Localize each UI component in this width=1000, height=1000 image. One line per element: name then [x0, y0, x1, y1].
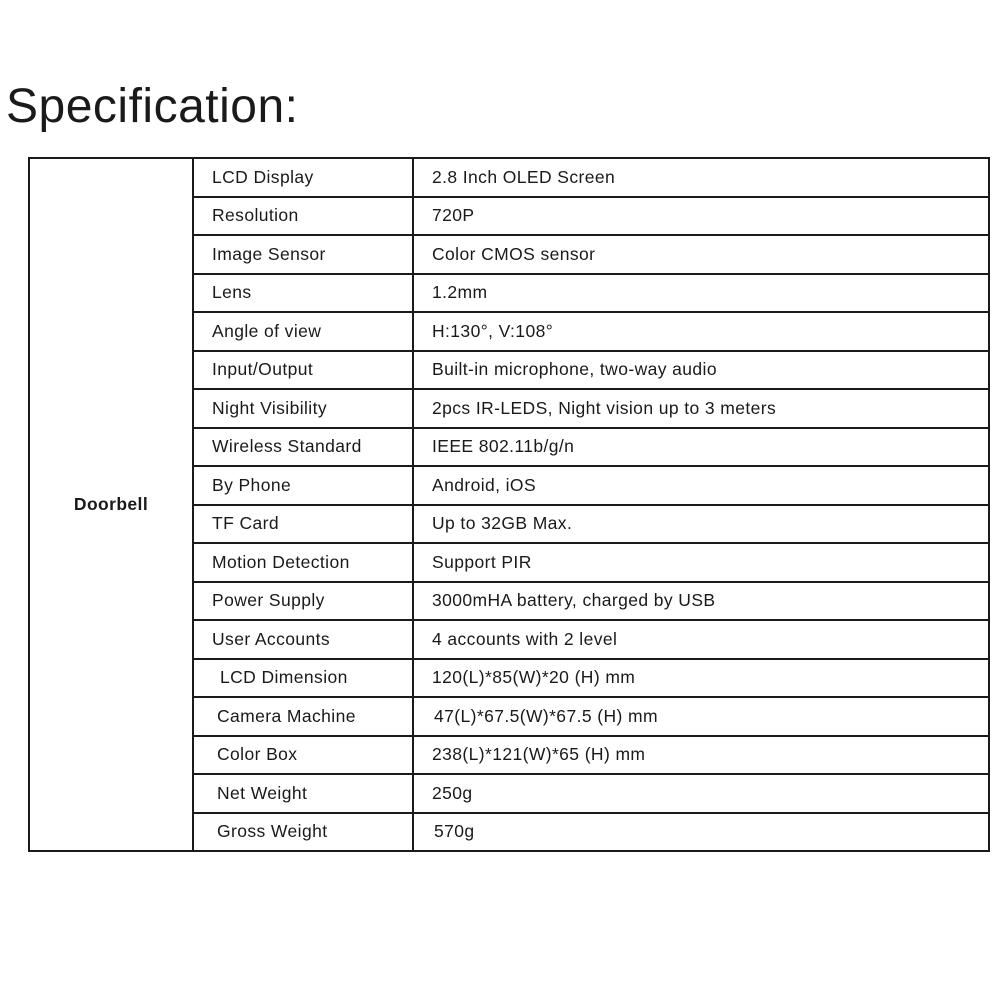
spec-label: Motion Detection [193, 543, 413, 582]
spec-label: Resolution [193, 197, 413, 236]
spec-label: Wireless Standard [193, 428, 413, 467]
category-cell: Doorbell [29, 158, 193, 851]
spec-value: Support PIR [413, 543, 989, 582]
spec-value: 1.2mm [413, 274, 989, 313]
spec-value: 3000mHA battery, charged by USB [413, 582, 989, 621]
table-row [29, 158, 989, 197]
spec-value: 238(L)*121(W)*65 (H) mm [413, 736, 989, 775]
spec-value: Built-in microphone, two-way audio [413, 351, 989, 390]
page-title: Specification: [6, 80, 299, 133]
spec-value: Color CMOS sensor [413, 235, 989, 274]
spec-label: Gross Weight [193, 813, 413, 852]
spec-label: Night Visibility [193, 389, 413, 428]
spec-label: By Phone [193, 466, 413, 505]
spec-value: 4 accounts with 2 level [413, 620, 989, 659]
spec-value: Up to 32GB Max. [413, 505, 989, 544]
spec-value: 570g [413, 813, 989, 852]
spec-label: Lens [193, 274, 413, 313]
spec-value: 47(L)*67.5(W)*67.5 (H) mm [413, 697, 989, 736]
spec-value: H:130°, V:108° [413, 312, 989, 351]
spec-label: Net Weight [193, 774, 413, 813]
spec-label: Angle of view [193, 312, 413, 351]
spec-label: Power Supply [193, 582, 413, 621]
spec-label: LCD Dimension [193, 659, 413, 698]
spec-value: 2pcs IR-LEDS, Night vision up to 3 meters [413, 389, 989, 428]
spec-value: 2.8 Inch OLED Screen [413, 158, 989, 197]
spec-label: Color Box [193, 736, 413, 775]
spec-value: IEEE 802.11b/g/n [413, 428, 989, 467]
spec-label: Input/Output [193, 351, 413, 390]
spec-value: 720P [413, 197, 989, 236]
spec-value: 250g [413, 774, 989, 813]
spec-label: TF Card [193, 505, 413, 544]
spec-label: Camera Machine [193, 697, 413, 736]
spec-label: User Accounts [193, 620, 413, 659]
spec-value: Android, iOS [413, 466, 989, 505]
spec-value: 120(L)*85(W)*20 (H) mm [413, 659, 989, 698]
spec-label: LCD Display [193, 158, 413, 197]
spec-table [28, 157, 990, 852]
spec-label: Image Sensor [193, 235, 413, 274]
